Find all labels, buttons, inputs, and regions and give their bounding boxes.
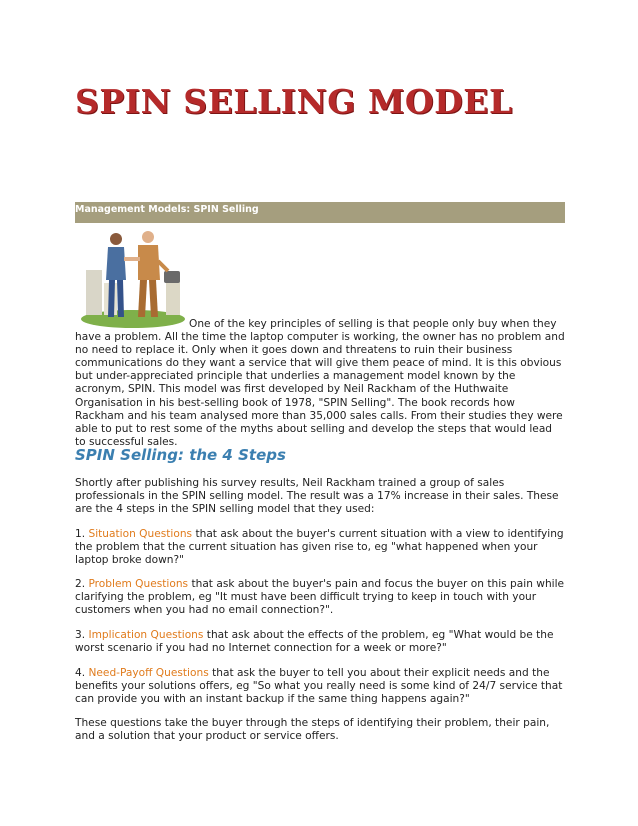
handshake-illustration: [78, 225, 190, 328]
step-number: 1.: [75, 528, 89, 540]
step-text: that ask about the buyer's current situation with a view to identifying the problem that the current situation has given rise to, eg "what happened when your laptop broke down?": [75, 528, 564, 567]
summary-paragraph: Shortly after publishing his survey results, Neil Rackham trained a group of sales professionals in the SPIN selling model. The result was a 17% increase in their sales. These are the 4 steps in the SPIN selling model that they used:: [75, 477, 559, 516]
step-term: Problem Questions: [88, 578, 189, 590]
step-text: that ask the buyer to tell you about their explicit needs and the benefits your solutions offers, eg "So what you really need is some kind of 24/7 service that can provide you with an instant backup if the same thing happens again?": [75, 667, 563, 706]
section-banner: Management Models: SPIN Selling: [75, 202, 565, 223]
closing-paragraph: These questions take the buyer through the steps of identifying their problem, their pain, and a solution that your product or service offers.: [75, 717, 550, 743]
step-number: 2.: [75, 578, 89, 590]
step-text: that ask about the effects of the problem, eg "What would be the worst scenario if you had no Internet connection for a week or more?": [75, 629, 554, 655]
step-term: Need-Payoff Questions: [88, 667, 209, 679]
intro-paragraph: One of the key principles of selling is that people only buy when they have a problem. All the time the laptop computer is working, the owner has no problem and no need to replace it. Only when it goes down and threatens to ruin their business communications do they want a service that will give them peace of mind. It is this obvious but under-appreciated principle that underlies a management model known by the acronym, SPIN. This model was first developed by Neil Rackham of the Huthwaite Organisation in his best-selling book of 1978, "SPIN Selling". The book records how Rackham and his team analysed more than 35,000 sales calls. From their studies they were able to put to rest some of the myths about selling and develop the steps that would lead to successful sales.: [75, 318, 565, 448]
step-text: that ask about the buyer's pain and focus the buyer on this pain while clarifying the problem, eg "It must have been difficult trying to keep in touch with your customers when you had no email connection?".: [75, 578, 565, 617]
page-title: SPIN SELLING MODEL: [75, 82, 513, 121]
step-term: Situation Questions: [88, 528, 193, 540]
step-item: [75, 629, 565, 655]
step-number: 4.: [75, 667, 89, 679]
step-item: [75, 528, 565, 567]
section-heading: SPIN Selling: the 4 Steps: [75, 446, 286, 464]
step-item: [75, 578, 565, 617]
step-number: 3.: [75, 629, 89, 641]
step-term: Implication Questions: [88, 629, 204, 641]
step-item: [75, 667, 565, 706]
